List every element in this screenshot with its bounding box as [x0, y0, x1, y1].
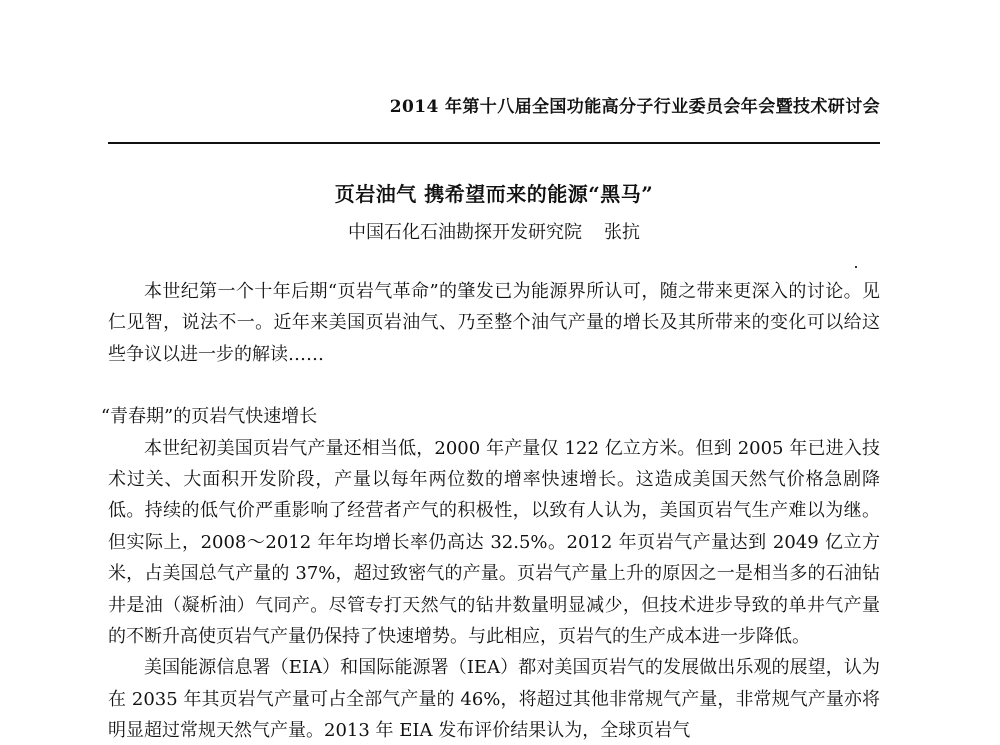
- article-body: [100, 276, 880, 745]
- author-affiliation: 中国石化石油勘探开发研究院: [348, 222, 582, 243]
- body-paragraph: 本世纪初美国页岩气产量还相当低，2000 年产量仅 122 亿立方米。但到 2005 年已进入技术过关、大面积开发阶段，产量以每年两位数的增率快速增长。这造成美国天然气价格急剧降低。持续的低气价严重影响了经营者产气的积极性，以致有人认为，美国页岩气生产难以为继。但实际上，2008～2012 年年均增长率仍高达 32.5%。2012 年页岩气产量达到 2049 亿立方米，占美国总气产量的 37%，超过致密气的产量。页岩气产量上升的原因之一是相当多的石油钻井是油（凝析油）气同产。尽管专打天然气的钻井数量明显减少，但技术进步导致的单井气产量的不断升高使页岩气产量仍保持了快速增势。与此相应，页岩气的生产成本进一步降低。: [108, 437, 880, 648]
- body-paragraph: 美国能源信息署（EIA）和国际能源署（IEA）都对美国页岩气的发展做出乐观的展望，认为在 2035 年其页岩气产量可占全部气产量的 46%，将超过其他非常规气产量，非常规气产量亦将明显超过常规天然气产量。2013 年 EIA 发布评价结果认为，全球页岩气: [108, 657, 880, 742]
- section-heading: “青春期”的页岩气快速增长: [100, 406, 318, 428]
- print-speck: [855, 266, 857, 268]
- article-title: 页岩油气 携希望而来的能源“黑马”: [334, 182, 654, 206]
- running-header: 2014 年第十八届全国功能高分子行业委员会年会暨技术研讨会: [389, 97, 880, 117]
- header-rule: [108, 142, 880, 144]
- byline: [108, 218, 880, 244]
- lead-paragraph: 本世纪第一个十年后期“页岩气革命”的肇发已为能源界所认可，随之带来更深入的讨论。见仁见智，说法不一。近年来美国页岩油气、乃至整个油气产量的增长及其所带来的变化可以给这些争议以进一步的解读……: [108, 281, 880, 365]
- author-name: 张抗: [604, 222, 640, 243]
